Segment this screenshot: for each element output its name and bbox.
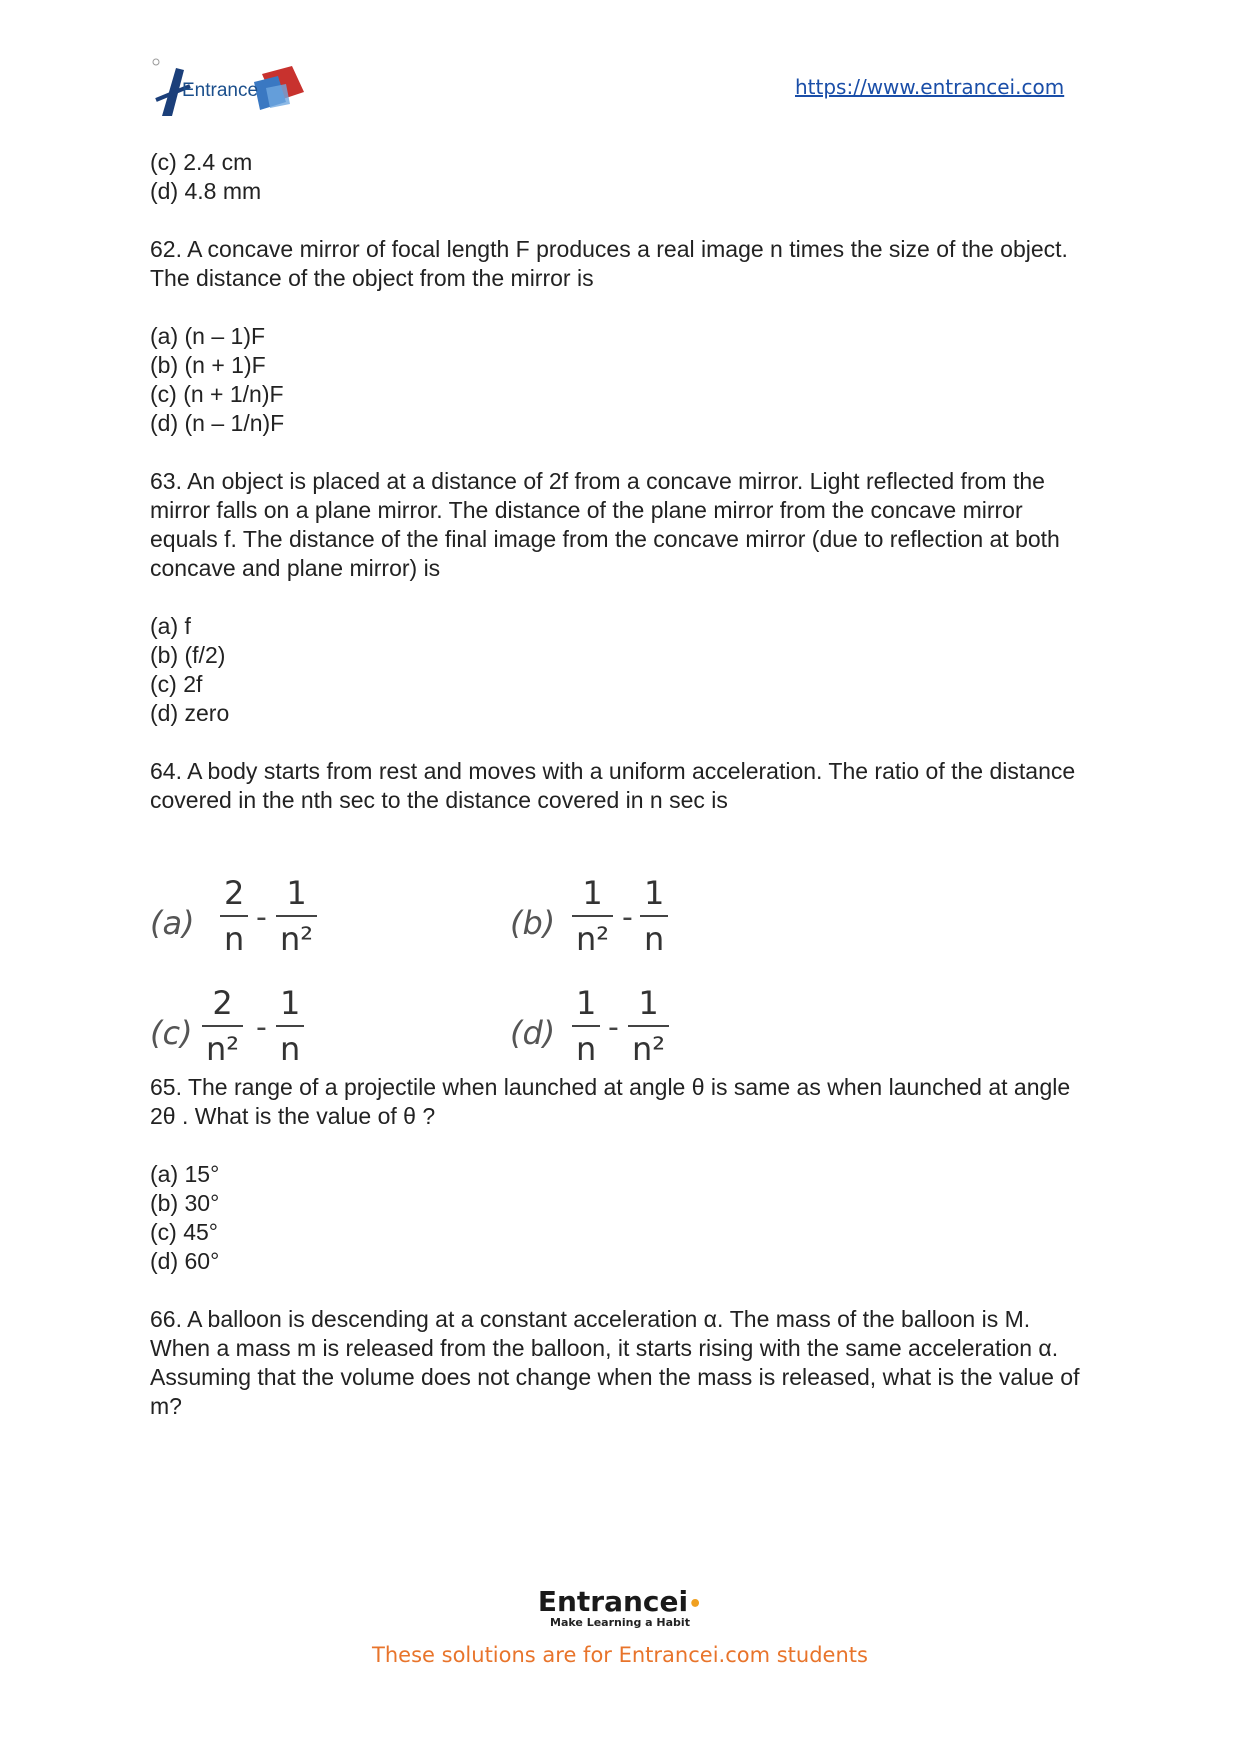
website-link[interactable]: https://www.entrancei.com (795, 75, 1065, 99)
option-text: (d) zero (150, 700, 230, 726)
option-text: (c) 45° (150, 1219, 218, 1245)
option-text: (b) (n + 1)F (150, 352, 266, 378)
option-text: (d) (n – 1/n)F (150, 410, 285, 436)
option-text: (a) f (150, 613, 191, 639)
numerator: 2 (212, 984, 233, 1022)
fraction (572, 984, 600, 1068)
footer-logo (0, 1585, 1240, 1629)
denominator: n (644, 920, 665, 958)
document-body-continued (150, 1073, 1090, 1421)
fraction (276, 874, 317, 958)
option-label: (c) (150, 1014, 193, 1052)
denominator: n² (632, 1030, 666, 1068)
minus-sign: - (608, 1010, 619, 1045)
option-text: (a) (n – 1)F (150, 323, 266, 349)
numerator: 1 (644, 874, 665, 912)
option-label: (d) (510, 1014, 556, 1052)
option-text: (c) 2f (150, 671, 203, 697)
fraction (276, 984, 304, 1068)
document-body (150, 148, 1090, 815)
footer-tagline: Make Learning a Habit (550, 1616, 690, 1629)
q64-options-figure (150, 864, 710, 1070)
question-66: 66. A balloon is descending at a constant acceleration α. The mass of the balloon is M. When a mass m is released from the balloon, it starts rising with the same acceleration α. Assuming that the volume does not change when the mass is released, what is the value of m? (150, 1306, 1080, 1419)
numerator: 1 (638, 984, 659, 1022)
question-64: 64. A body starts from rest and moves with a uniform acceleration. The ratio of the distance covered in the nth sec to the distance covered in n sec is (150, 758, 1076, 813)
denominator: n² (576, 920, 610, 958)
fraction (202, 984, 243, 1068)
fraction (220, 874, 248, 958)
footer-brand: Entrancei (537, 1585, 689, 1618)
denominator: n (224, 920, 245, 958)
option-text: (b) (f/2) (150, 642, 226, 668)
denominator: n (280, 1030, 301, 1068)
question-63: 63. An object is placed at a distance of 2f from a concave mirror. Light reflected from the mirror falls on a plane mirror. The distance of the plane mirror from the concave mirror equals f. The distance of the final image from the concave mirror (due to reflection at both concave and plane mirror) is (150, 468, 1060, 581)
minus-sign: - (256, 900, 267, 935)
option-text: (a) 15° (150, 1161, 220, 1187)
logo-text: Entrance (182, 80, 259, 101)
denominator: n² (206, 1030, 240, 1068)
numerator: 1 (582, 874, 603, 912)
entrance-logo (150, 56, 310, 124)
denominator: n (576, 1030, 597, 1068)
option-text: (c) 2.4 cm (150, 149, 253, 175)
numerator: 1 (286, 874, 307, 912)
numerator: 2 (224, 874, 245, 912)
question-62: 62. A concave mirror of focal length F produces a real image n times the size of the object. The distance of the object from the mirror is (150, 236, 1068, 291)
fraction (572, 874, 613, 958)
option-text: (d) 60° (150, 1248, 220, 1274)
option-label: (b) (510, 904, 556, 942)
footer-note: These solutions are for Entrancei.com students (372, 1643, 868, 1667)
numerator: 1 (280, 984, 301, 1022)
minus-sign: - (256, 1010, 267, 1045)
numerator: 1 (576, 984, 597, 1022)
question-65: 65. The range of a projectile when launched at angle θ is same as when launched at angle 2θ . What is the value of θ ? (150, 1074, 1071, 1129)
option-text: (b) 30° (150, 1190, 220, 1216)
denominator: n² (280, 920, 314, 958)
fraction (640, 874, 668, 958)
option-text: (d) 4.8 mm (150, 178, 262, 204)
minus-sign: - (622, 900, 633, 935)
fraction (628, 984, 669, 1068)
option-text: (c) (n + 1/n)F (150, 381, 284, 407)
option-label: (a) (150, 904, 195, 942)
brand-dot-icon: • (688, 1592, 703, 1617)
